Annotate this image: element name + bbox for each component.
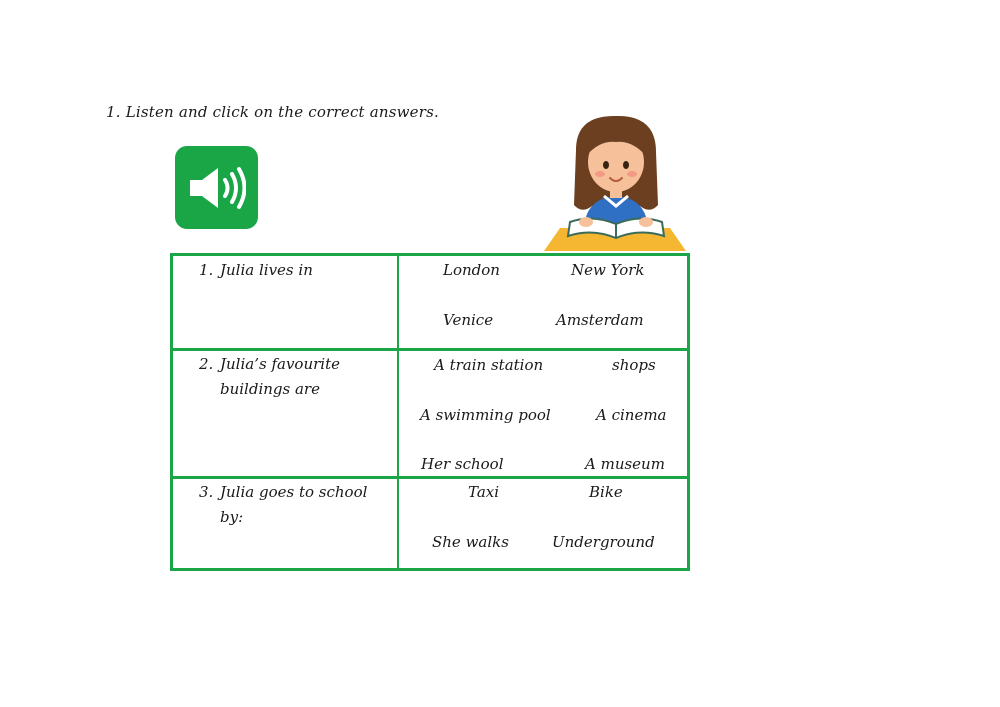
instruction — [106, 103, 439, 121]
option-bike[interactable]: Bike — [589, 483, 623, 501]
option-swimming-pool[interactable]: A swimming pool — [420, 406, 551, 424]
option-london[interactable]: London — [443, 261, 500, 279]
question-text: Julia lives in — [220, 261, 313, 279]
girl-reading-illustration — [540, 110, 690, 255]
option-cinema[interactable]: A cinema — [596, 406, 667, 424]
row-divider — [173, 348, 687, 351]
option-venice[interactable]: Venice — [443, 311, 494, 329]
option-shops[interactable]: shops — [612, 356, 656, 374]
question-number: 3. — [199, 483, 214, 501]
play-audio-button[interactable] — [175, 146, 258, 229]
option-she-walks[interactable]: She walks — [432, 533, 509, 551]
question-text: Julia’s favourite buildings are — [220, 355, 340, 398]
option-taxi[interactable]: Taxi — [468, 483, 500, 501]
option-museum[interactable]: A museum — [585, 455, 665, 473]
option-amsterdam[interactable]: Amsterdam — [556, 311, 644, 329]
instruction-number: 1. — [106, 103, 121, 121]
option-her-school[interactable]: Her school — [421, 455, 504, 473]
option-train-station[interactable]: A train station — [434, 356, 544, 374]
instruction-text: Listen and click on the correct answers. — [125, 103, 439, 121]
option-new-york[interactable]: New York — [571, 261, 645, 279]
question-table — [170, 253, 690, 571]
question-number: 2. — [199, 355, 214, 373]
row-divider — [173, 476, 687, 479]
column-divider — [397, 256, 399, 568]
option-underground[interactable]: Underground — [552, 533, 655, 551]
question-text: Julia goes to school by: — [220, 483, 368, 526]
question-number: 1. — [199, 261, 214, 279]
speaker-icon — [188, 166, 246, 210]
